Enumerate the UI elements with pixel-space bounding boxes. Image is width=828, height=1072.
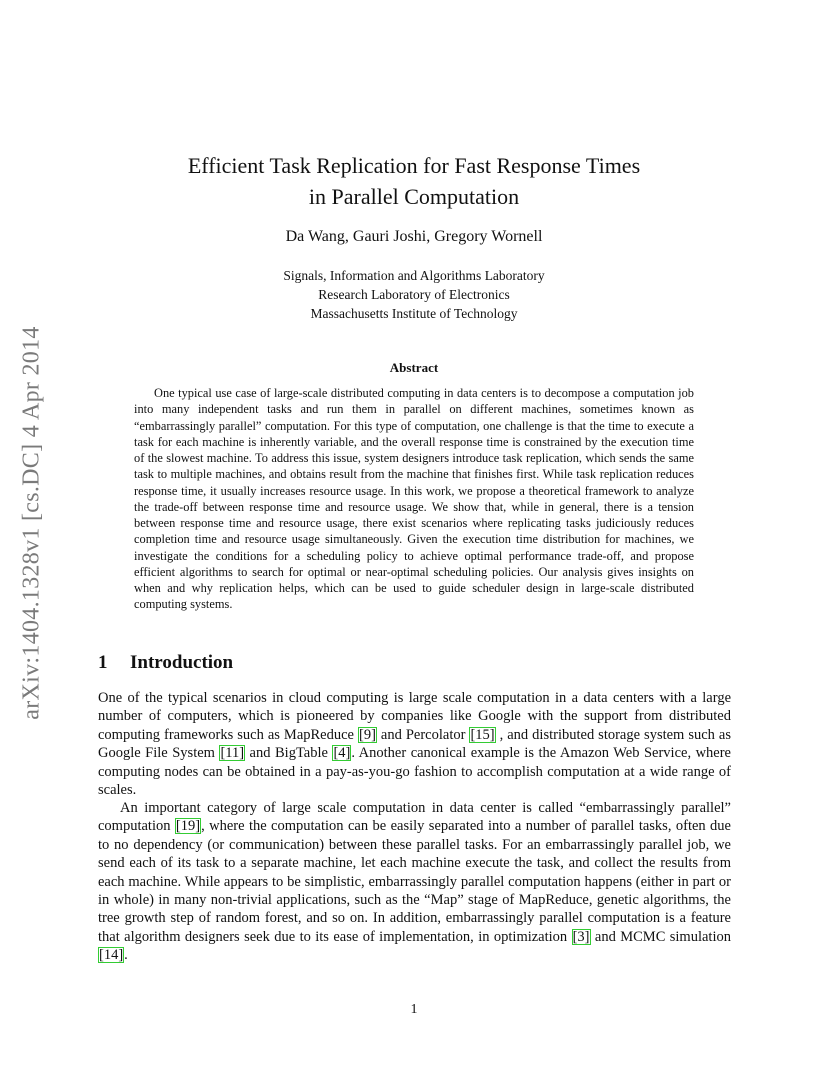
abstract-text: One typical use case of large-scale distributed computing in data centers is to decompose a computation job into many independent tasks and run them in parallel on different machines, sometimes known as “embarrassingly parallel” computation. For this type of computation, one challenge is that the time to execute a task for each machine is inherently variable, and the overall response time is constrained by the execution time of the slowest machine. To address this issue, system designers introduce task replication, which sends the same task to multiple machines, and obtains result from the machine that finishes first. While task replication reduces response time, it usually increases resource usage. In this work, we propose a theoretical framework to analyze the trade-off between response time and resource usage. We show that, while in general, there is a tension between response time and resource usage, there exist scenarios where replicating tasks judiciously reduces completion time and resource usage simultaneously. Given the execution time distribution for machines, we investigate the conditions for a scheduling policy to achieve optimal performance trade-off, and propose efficient algorithms to search for optimal or near-optimal scheduling policies. Our analysis gives insights on when and why replication helps, which can be used to guide scheduler design in large-scale distributed computing systems. (134, 386, 694, 612)
title-line-2: in Parallel Computation (308, 184, 520, 209)
paragraph-text: . Another canonical example is the Amazon Web Service, where computing nodes can be obtained in a pay-as-you-go fashion to accomplish computation at a wide range of scales. (98, 745, 731, 799)
affiliation-line-3: Massachusetts Institute of Technology (310, 306, 518, 321)
affiliation-line-1: Signals, Information and Algorithms Laboratory (283, 268, 545, 283)
paragraph-text: One of the typical scenarios in cloud computing is large scale computation in a data centers with a large number of computers, which is pioneered by companies like Google with the support from distributed computing frameworks such as MapReduce (98, 690, 731, 743)
paragraph-text: and BigTable (245, 745, 333, 762)
author-list: Da Wang, Gauri Joshi, Gregory Wornell (285, 228, 543, 245)
abstract-heading: Abstract (389, 360, 439, 375)
affiliation (0, 266, 828, 323)
citation-link[interactable]: [19] (175, 818, 201, 835)
arxiv-identifier: arXiv:1404.1328v1 [cs.DC] 4 Apr 2014 (18, 325, 45, 720)
paragraph-text: , where the computation can be easily separated into a number of parallel tasks, often due to no dependency (or communication) between these parallel tasks. For an embarrassingly parallel job, we send each of its task to a separate machine, let each machine execute the task, and collect the results from each machine. While appears to be simplistic, embarrassingly parallel computation happens (either in part or in whole) in many non-trivial applications, such as the “Map” stage of MapReduce, genetic algorithms, the tree growth step of random forest, and so on. In addition, embarrassingly parallel computation is a feature that algorithm designers seek due to its ease of implementation, in optimization (98, 818, 731, 945)
citation-link[interactable]: [4] (333, 745, 351, 762)
citation-link[interactable]: [9] (358, 726, 376, 743)
section-heading (98, 652, 233, 674)
citation-link[interactable]: [3] (572, 928, 590, 945)
intro-paragraph-1 (98, 689, 731, 799)
paragraph-text: An important category of large scale computation in data center is called “embarrassingly parallel” computation (98, 800, 731, 835)
citation-link[interactable]: [15] (470, 726, 495, 743)
section-title: Introduction (130, 652, 234, 673)
citation-link[interactable]: [14] (99, 947, 124, 964)
paragraph-text: . (124, 947, 128, 964)
affiliation-line-2: Research Laboratory of Electronics (318, 287, 510, 302)
paper-title (0, 150, 828, 212)
intro-paragraph-2 (98, 799, 731, 965)
page-number: 1 (410, 1002, 418, 1017)
section-number: 1 (98, 652, 108, 673)
paragraph-text: and MCMC simulation (590, 928, 731, 945)
paragraph-text: and Percolator (376, 726, 470, 743)
paragraph-text: , and distributed storage system such as Google File System (98, 726, 731, 762)
citation-link[interactable]: [11] (220, 745, 245, 762)
title-line-1: Efficient Task Replication for Fast Response Times (187, 153, 641, 178)
